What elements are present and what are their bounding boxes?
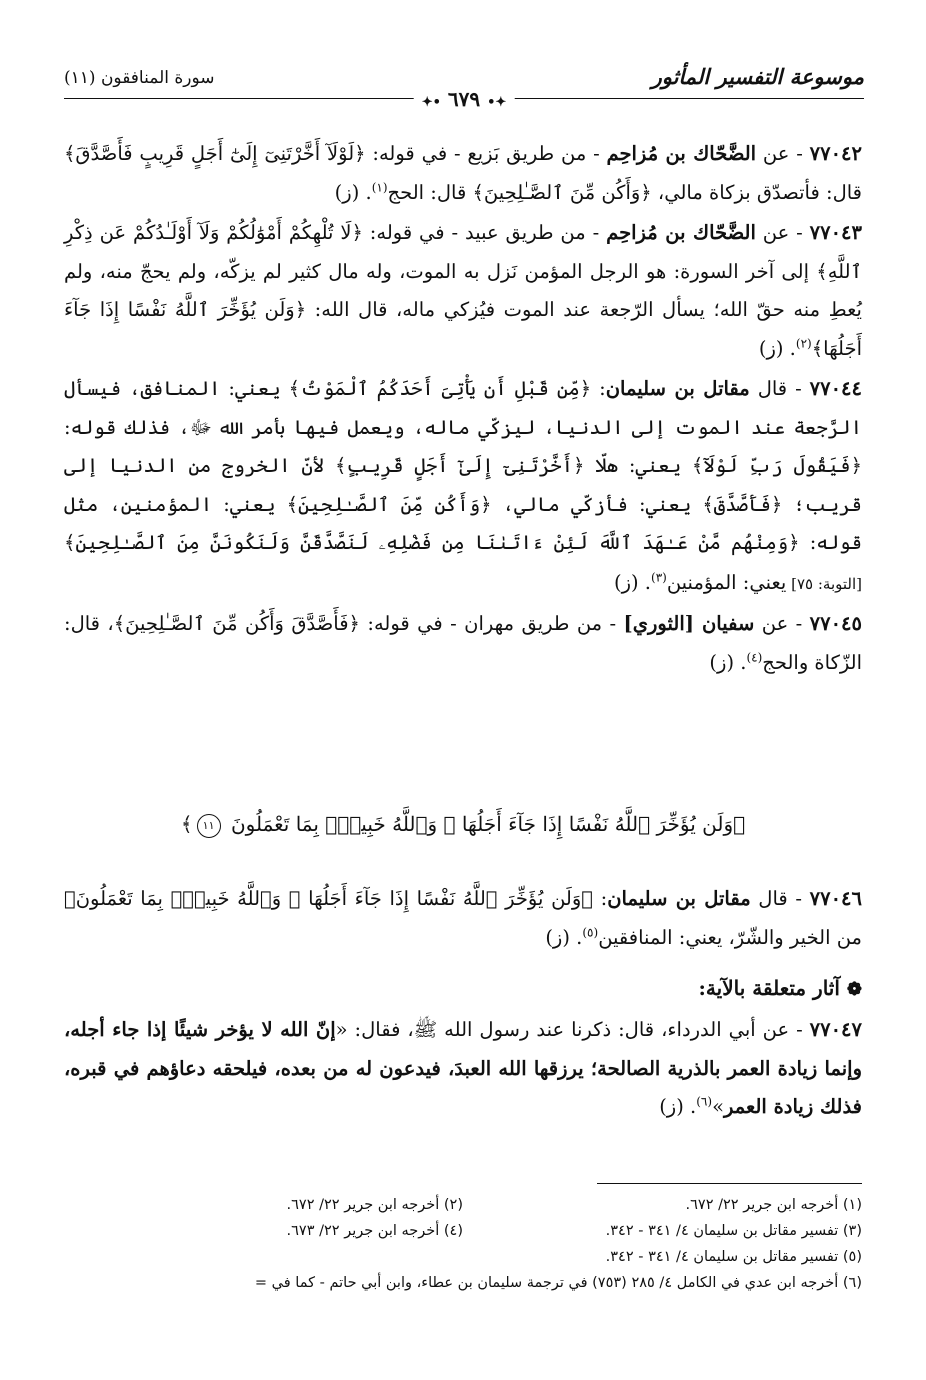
entry-text: من الخير والشّرّ، يعني: المنافقين <box>598 925 862 949</box>
quran-quote: ﴿أَخَّرْتَنِىٓ إِلَىٰٓ أَجَلٍ قَرِيبٍ﴾ <box>335 454 585 477</box>
quran-quote: ﴿فَأَصَّدَّقَ وَأَكُن مِّنَ ٱلصَّـٰلِحِينَ﴾ <box>113 612 360 635</box>
ayah-number-icon <box>197 814 221 838</box>
footnote-4: (٤) أخرجه ابن جرير ٢٢/ ٦٧٣. <box>286 1223 463 1239</box>
entry-77044 <box>64 370 862 603</box>
entry-text: يعني: المؤمنين، مثل قوله: <box>64 492 862 554</box>
quran-quote: ﴿وَمِنْهُم مَّنْ عَـٰهَدَ ٱللَّهَ لَئِنْ ءَاتَىٰنَا مِن فَضْلِهِۦ لَنَصَّدَّقَنَّ وَلَنَكُونَنَّ مِنَ ٱلصَّـٰلِحِينَ﴾ <box>64 531 800 554</box>
entry-text: إلى آخر السورة: هو الرجل المؤمن نَزل به الموت، وله مال كثير لم يزكّه، ولم يحجّ منه، ولم يُعطِ منه حقّ الله؛ يسأل الرّجعة عند الموت فيُزكي ماله، قال الله: <box>64 259 862 321</box>
entry-text: . (ز) <box>613 570 651 594</box>
footnote-1: (١) أخرجه ابن جرير ٢٢/ ٦٧٢. <box>685 1197 862 1213</box>
entry-text: لأنّ الخروج من الدنيا إلى قريب؛ <box>64 454 862 516</box>
quran-quote: ﴿لَوْلَآ أَخَّرْتَنِىٓ إِلَىٰٓ أَجَلٍ قَرِيبٍ فَأَصَّدَّقَ﴾ <box>64 142 366 165</box>
entry-text: . (ز) <box>334 180 372 204</box>
footnote-ref: (٢) <box>795 336 812 350</box>
quran-quote: ﴿فَيَقُولَ رَبِّ لَوْلَآ﴾ <box>691 454 862 477</box>
quran-quote: ﴿وَأَكُن مِّنَ ٱلصَّـٰلِحِينَ﴾ <box>472 180 652 204</box>
entry-text: يعني: المنافق، فيسأل الرَّجعة عند الموت إلى الدنيا، ليزكّي ماله، ويعمل فيها بأمر الله ﷻ، فذلك قوله: <box>64 377 862 439</box>
ornament-icon: •✦ <box>421 95 441 110</box>
surah-reference: [التوبة: ٧٥] <box>786 574 862 593</box>
entry-number: ٧٧٠٤٣ <box>809 221 863 244</box>
entry-text: - عن <box>755 221 810 244</box>
entry-number: ٧٧٠٤٥ <box>809 612 862 635</box>
narrator-name: سفيان [الثوري] <box>623 612 755 635</box>
entry-text: - من طريق عبيد - في قوله: <box>362 221 607 244</box>
entry-number: ٧٧٠٤٦ <box>809 887 863 910</box>
footnote-3: (٣) تفسير مقاتل بن سليمان ٤/ ٣٤١ - ٣٤٢. <box>605 1223 862 1239</box>
entry-text: - من طريق مهران - في قوله: <box>359 612 624 635</box>
entry-text: - من طريق بَزيع - في قوله: <box>365 142 607 165</box>
entry-text: : <box>591 377 606 400</box>
entry-text: . (ز) <box>758 336 796 360</box>
entry-text: : <box>593 887 608 910</box>
entry-text: - عن <box>754 612 810 635</box>
entry-text: - عن <box>756 142 810 165</box>
entry-text: يعني: هلّا <box>584 454 692 477</box>
footnote-ref: (٥) <box>582 925 599 939</box>
entry-text: قال: الحج <box>387 180 473 204</box>
entry-text: ، قال: الزّكاة والحج <box>64 612 862 674</box>
verse-text: ﴿وَلَن يُؤَخِّرَ ٱللَّهُ نَفْسًا إِذَا جَآءَ أَجَلُهَا ۚ وَٱللَّهُ خَبِيرٌۢ بِمَا تَعْمَلُونَ <box>230 812 746 836</box>
entry-text: . (ز) <box>545 925 583 949</box>
entry-text: قال: فأتصدّق بزكاة مالي، <box>651 180 862 204</box>
footnote-ref: (٦) <box>696 1094 713 1109</box>
hadith-text: إنّ الله لا يؤخر شيئًا إذا جاء أجله، وإنما زيادة العمر بالذرية الصالحة؛ يرزقها الله العبدَ، فيدعون له من بعده، فيلحقه دعاؤهم في قبره، فذلك زيادة العمر <box>64 1018 862 1118</box>
ayah-number: ١١ <box>202 818 215 832</box>
quran-quote: ﴿فَأَصَّدَّقَ﴾ <box>702 492 783 516</box>
running-header <box>64 60 864 111</box>
verse-heading <box>64 812 862 838</box>
ornament-icon: ✦• <box>487 95 507 110</box>
narrator-name: مقاتل بن سليمان <box>605 377 750 400</box>
quran-quote: ﴿مِّن قَبْلِ أَن يَأْتِىَ أَحَدَكُمُ ٱلْمَوْتُ﴾ <box>288 377 592 400</box>
verse-close: ﴾ <box>180 812 193 836</box>
entry-text: . (ز) <box>709 650 747 674</box>
entry-text: - قال <box>750 887 810 910</box>
entry-number: ٧٧٠٤٧ <box>809 1018 863 1041</box>
entry-number: ٧٧٠٤٤ <box>809 377 862 400</box>
entry-text: - عن أبي الدرداء، قال: ذكرنا عند رسول الله ﷺ، فقال: « <box>335 1018 810 1041</box>
page-number-value: ٦٧٩ <box>447 87 481 111</box>
surah-label: سورة المنافقون (١١) <box>64 68 215 88</box>
entry-text: يعني: فأزكّي مالي، <box>491 492 703 516</box>
entry-77046 <box>64 880 862 957</box>
footnote-ref: (٣) <box>651 570 667 584</box>
flower-icon: ❁ <box>846 979 862 1000</box>
quran-quote: ﴿لَا تُلْهِكُمْ أَمْوَٰلُكُمْ وَلَآ أَوْلَـٰدُكُمْ عَن ذِكْرِ ٱللَّهِ﴾ <box>64 221 862 283</box>
footnote-2: (٢) أخرجه ابن جرير ٢٢/ ٦٧٢. <box>286 1197 463 1213</box>
main-text-continued <box>64 880 862 1127</box>
quran-quote: ﴿وَلَن يُؤَخِّرَ ٱللَّهُ نَفْسًا إِذَا جَآءَ أَجَلُهَا﴾ <box>64 298 862 360</box>
entry-text: » <box>712 1095 724 1118</box>
entry-77043 <box>64 214 862 368</box>
entry-77045 <box>64 605 862 682</box>
section-heading <box>64 969 862 1009</box>
quran-quote: ﴿وَأَكُن مِّنَ ٱلصَّـٰلِحِينَ﴾ <box>286 492 492 516</box>
footnotes <box>64 1192 862 1296</box>
main-text <box>64 135 862 682</box>
footnote-6: (٦) أخرجه ابن عدي في الكامل ٤/ ٢٨٥ (٧٥٣) في ترجمة سليمان بن عطاء، وابن أبي حاتم - كما في = <box>254 1275 862 1291</box>
entry-text: يعني: المؤمنين <box>666 570 787 594</box>
quran-quote: ﴿وَلَن يُؤَخِّرَ ٱللَّهُ نَفْسًا إِذَا جَآءَ أَجَلُهَا ۚ وَٱللَّهُ خَبِيرٌۢ بِمَا تَعْمَلُونَ﴾ <box>64 887 593 910</box>
section-title: آثار متعلقة بالآية: <box>698 976 840 1000</box>
narrator-name: الضَّحّاك بن مُزاحِم <box>606 221 756 244</box>
entry-number: ٧٧٠٤٢ <box>809 142 863 165</box>
narrator-name: مقاتل بن سليمان <box>607 887 751 910</box>
entry-text: - قال <box>749 377 810 400</box>
entry-77047 <box>64 1011 862 1127</box>
narrator-name: الضَّحّاك بن مُزاحِم <box>606 142 757 165</box>
footnote-5: (٥) تفسير مقاتل بن سليمان ٤/ ٣٤١ - ٣٤٢. <box>605 1249 862 1265</box>
book-title: موسوعة التفسير المأثور <box>651 64 864 89</box>
entry-77042 <box>64 135 862 212</box>
footnote-rule <box>597 1183 862 1184</box>
entry-text: . (ز) <box>659 1095 697 1118</box>
footnote-ref: (١) <box>371 180 388 194</box>
page-number <box>414 87 515 111</box>
footnote-ref: (٤) <box>746 650 763 664</box>
